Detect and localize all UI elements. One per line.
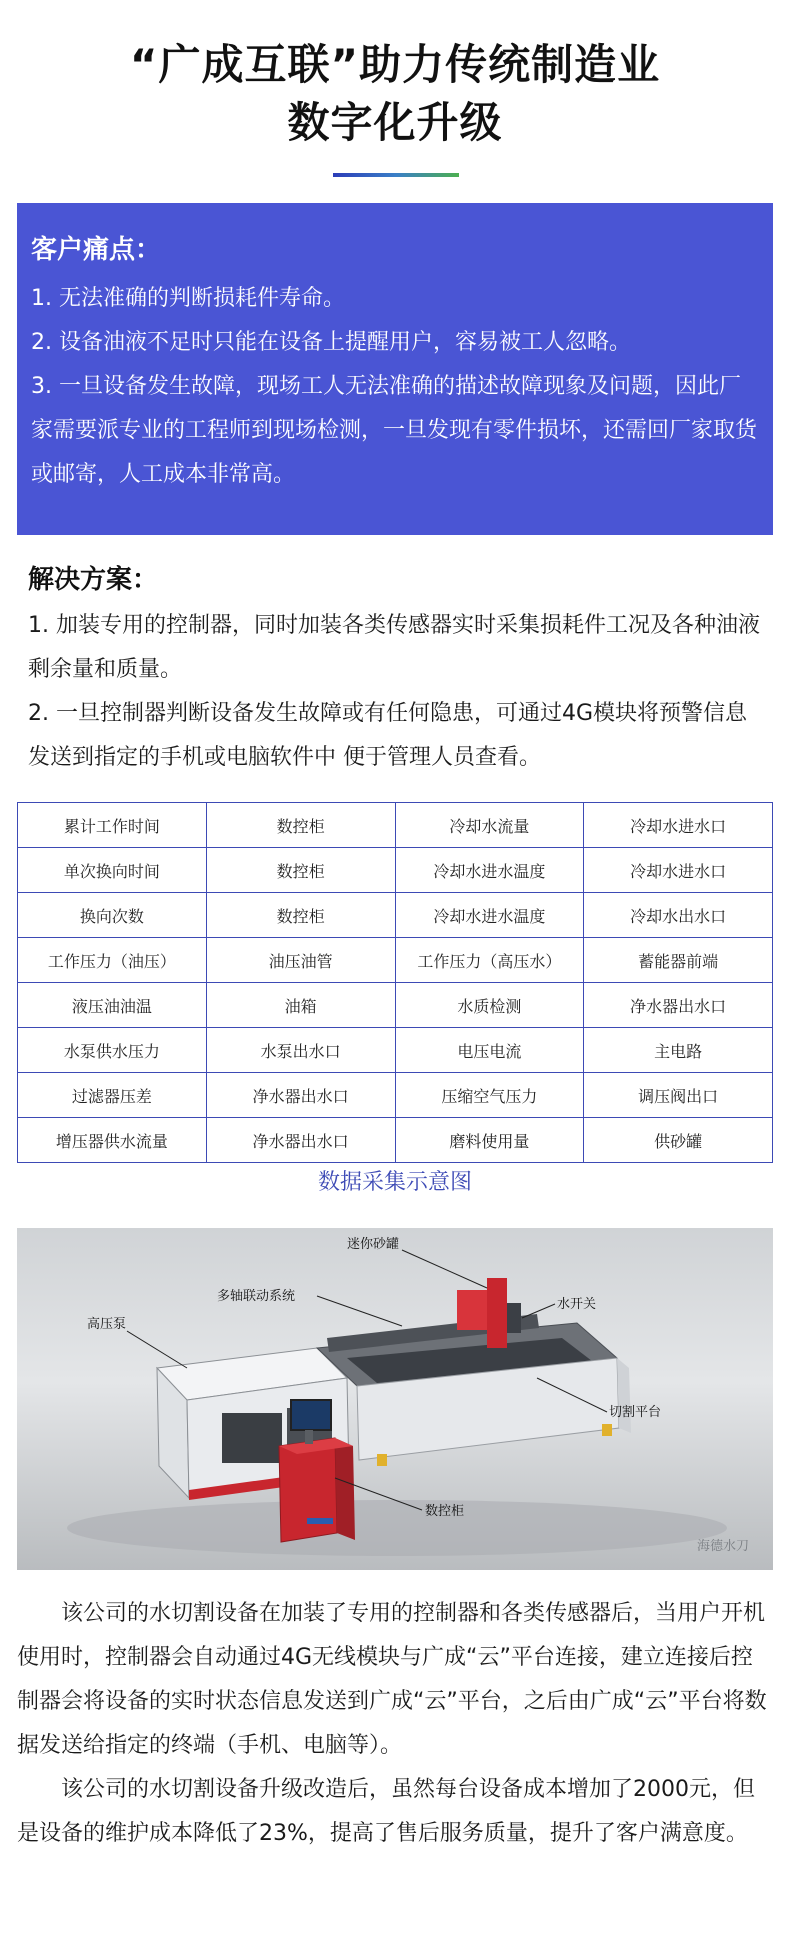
table-cell: 水泵供水压力 [18, 1028, 207, 1073]
table-cell: 冷却水进水口 [584, 848, 773, 893]
table-cell: 冷却水流量 [395, 803, 584, 848]
figure-watermark: 海德水刀 [697, 1539, 750, 1554]
title-line-1: “广成互联”助力传统制造业 [129, 40, 661, 89]
body-paragraph: 该公司的水切割设备升级改造后，虽然每台设备成本增加了2000元，但是设备的维护成本降低了23%，提高了售后服务质量，提升了客户满意度。 [17, 1777, 755, 1846]
table-cell: 油箱 [206, 983, 395, 1028]
table-cell: 累计工作时间 [18, 803, 207, 848]
table-cell: 主电路 [584, 1028, 773, 1073]
table-row [18, 983, 773, 1028]
table-cell: 蓄能器前端 [584, 938, 773, 983]
table-cell: 过滤器压差 [18, 1073, 207, 1118]
solution-section [28, 562, 768, 780]
table-cell: 磨料使用量 [395, 1118, 584, 1163]
table-row [18, 1073, 773, 1118]
table-cell: 工作压力（高压水） [395, 938, 584, 983]
table-caption: 数据采集示意图 [317, 1170, 472, 1195]
figure-label: 多轴联动系统 [217, 1289, 296, 1304]
table-cell: 电压电流 [395, 1028, 584, 1073]
table-row [18, 1028, 773, 1073]
waterjet-machine-figure [17, 1228, 773, 1570]
table-cell: 供砂罐 [584, 1118, 773, 1163]
table-cell: 冷却水进水温度 [395, 893, 584, 938]
article-body [17, 1592, 774, 1856]
table-cell: 液压油油温 [18, 983, 207, 1028]
data-collection-table [17, 802, 773, 1163]
figure-label: 数控柜 [425, 1504, 465, 1519]
table-row [18, 938, 773, 983]
table-cell: 冷却水进水口 [584, 803, 773, 848]
solution-heading: 解决方案： [28, 565, 159, 595]
table-row [18, 848, 773, 893]
page-title [0, 36, 790, 152]
floor-shadow [67, 1500, 727, 1556]
figure-label: 切割平台 [609, 1405, 662, 1420]
solution-item: 1. 加装专用的控制器，同时加装各类传感器实时采集损耗件工况及各种油液剩余量和质量。 [28, 613, 760, 682]
solution-item: 2. 一旦控制器判断设备发生故障或有任何隐患，可通过4G模块将预警信息发送到指定的手机或电脑软件中 便于管理人员查看。 [28, 701, 748, 770]
figure-label: 迷你砂罐 [347, 1237, 400, 1252]
table-cell: 数控柜 [206, 893, 395, 938]
title-line-2: 数字化升级 [287, 98, 503, 147]
machine-illustration [17, 1228, 773, 1570]
table-cell: 增压器供水流量 [18, 1118, 207, 1163]
table-cell: 数控柜 [206, 848, 395, 893]
pain-point-item: 3. 一旦设备发生故障，现场工人无法准确的描述故障现象及问题，因此厂家需要派专业的工程师到现场检测，一旦发现有零件损坏，还需回厂家取货或邮寄，人工成本非常高。 [31, 374, 758, 487]
table-row [18, 1118, 773, 1163]
table-cell: 净水器出水口 [206, 1073, 395, 1118]
table-cell: 冷却水出水口 [584, 893, 773, 938]
table-cell: 调压阀出口 [584, 1073, 773, 1118]
table-cell: 压缩空气压力 [395, 1073, 584, 1118]
table-cell: 单次换向时间 [18, 848, 207, 893]
table-cell: 油压油管 [206, 938, 395, 983]
table-cell: 水泵出水口 [206, 1028, 395, 1073]
pain-point-item: 2. 设备油液不足时只能在设备上提醒用户，容易被工人忽略。 [31, 330, 631, 355]
pain-points-heading: 客户痛点： [31, 235, 162, 265]
table-cell: 数控柜 [206, 803, 395, 848]
table-row [18, 893, 773, 938]
table-cell: 冷却水进水温度 [395, 848, 584, 893]
pain-point-item: 1. 无法准确的判断损耗件寿命。 [31, 286, 345, 311]
table-cell: 水质检测 [395, 983, 584, 1028]
figure-label: 水开关 [557, 1297, 597, 1312]
title-divider [333, 173, 459, 177]
table-row [18, 803, 773, 848]
table-cell: 净水器出水口 [584, 983, 773, 1028]
pain-points-panel [17, 203, 773, 535]
table-cell: 换向次数 [18, 893, 207, 938]
body-paragraph: 该公司的水切割设备在加装了专用的控制器和各类传感器后，当用户开机使用时，控制器会自动通过4G无线模块与广成“云”平台连接，建立连接后控制器会将设备的实时状态信息发送到广成“云”平台，之后由广成“云”平台将数据发送给指定的终端（手机、电脑等）。 [17, 1601, 767, 1758]
figure-label: 高压泵 [87, 1317, 127, 1332]
table-cell: 工作压力（油压） [18, 938, 207, 983]
table-cell: 净水器出水口 [206, 1118, 395, 1163]
